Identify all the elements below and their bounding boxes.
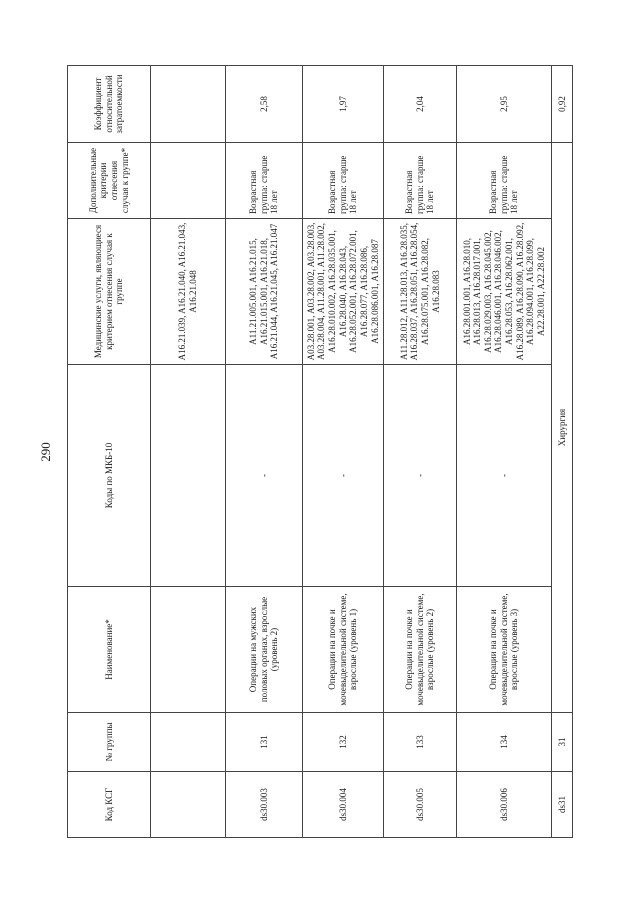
- cell-group-no: 131: [226, 713, 303, 772]
- table-row: [303, 66, 384, 838]
- cell-name: [151, 587, 226, 713]
- section-group-no: 31: [552, 713, 573, 772]
- cell-name: Операции на почке и мочевыделительной системе, взрослые (уровень 3): [457, 587, 552, 713]
- header-coef: Коэффициент относительной затратоемкости: [68, 66, 151, 143]
- cell-mkb: -: [303, 365, 384, 587]
- cell-coef: [151, 66, 226, 143]
- cell-extra: Возрастная группа: старше 18 лет: [384, 143, 457, 219]
- cell-services: A11.28.012, A11.28.013, A16.28.035, A16.28.037, A16.28.051, A16.28.054, A16.28.075.001, A16.28.082, A16.28.083: [384, 219, 457, 365]
- ksg-table: [67, 65, 573, 838]
- cell-name: Операции на мужских половых органах, взрослые (уровень 2): [226, 587, 303, 713]
- cell-mkb: -: [384, 365, 457, 587]
- section-code: ds31: [552, 772, 573, 838]
- cell-coef: 1,97: [303, 66, 384, 143]
- cell-coef: 2,58: [226, 66, 303, 143]
- rotated-table-container: [67, 66, 567, 838]
- table-row: [384, 66, 457, 838]
- section-coef: 0,92: [552, 66, 573, 143]
- cell-services: A16.21.039, A16.21.040, A16.21.043, A16.21.048: [151, 219, 226, 365]
- header-mkb: Коды по МКБ-10: [68, 365, 151, 587]
- header-services: Медицинские услуги, являющиеся критерием отнесения случая к группе: [68, 219, 151, 365]
- table-row: [226, 66, 303, 838]
- cell-code: ds30.003: [226, 772, 303, 838]
- table-row: [457, 66, 552, 838]
- table-row: [151, 66, 226, 838]
- cell-name: Операции на почке и мочевыделительной системе, взрослые (уровень 1): [303, 587, 384, 713]
- section-row: [552, 66, 573, 838]
- cell-mkb: -: [457, 365, 552, 587]
- cell-extra: [151, 143, 226, 219]
- cell-services: A11.21.005.001, A16.21.015, A16.21.015.001, A16.21.018, A16.21.044, A16.21.045, A16.21.047: [226, 219, 303, 365]
- cell-extra: Возрастная группа: старше 18 лет: [457, 143, 552, 219]
- header-code: Код КСГ: [68, 772, 151, 838]
- section-title: Хирургия: [552, 143, 573, 713]
- header-group-no: № группы: [68, 713, 151, 772]
- cell-coef: 2,04: [384, 66, 457, 143]
- cell-group-no: [151, 713, 226, 772]
- cell-services: A03.28.001, A03.28.002, A03.28.003, A03.28.004, A11.28.001, A11.28.002, A16.28.010.002, A16.28.035.001, A16.28.040, A16.28.043, A16.28.052.001, A16.28.072.001, A16.28.077, A16.28.086, A16.28.086.001, A16.28.087: [303, 219, 384, 365]
- page-number: 290: [38, 442, 53, 462]
- cell-mkb: [151, 365, 226, 587]
- cell-extra: Возрастная группа: старше 18 лет: [303, 143, 384, 219]
- header-name: Наименование*: [68, 587, 151, 713]
- cell-code: [151, 772, 226, 838]
- cell-group-no: 133: [384, 713, 457, 772]
- cell-services: A16.28.001.001, A16.28.010, A16.28.013, A16.28.017.001, A16.28.029.003, A16.28.045.002, A16.28.046.001, A16.28.046.002, A16.28.053, A16.28.062.001, A16.28.089, A16.28.090, A16.28.092, A16.28.094.001, A16.28.099, A22.28.001, A22.28.002: [457, 219, 552, 365]
- cell-mkb: -: [226, 365, 303, 587]
- header-extra: Дополнительные критерии отнесения случая к группе*: [68, 143, 151, 219]
- cell-name: Операции на почке и мочевыделительной системе, взрослые (уровень 2): [384, 587, 457, 713]
- cell-code: ds30.004: [303, 772, 384, 838]
- cell-code: ds30.005: [384, 772, 457, 838]
- cell-group-no: 132: [303, 713, 384, 772]
- cell-group-no: 134: [457, 713, 552, 772]
- cell-code: ds30.006: [457, 772, 552, 838]
- table-header-row: [68, 66, 151, 838]
- cell-coef: 2,95: [457, 66, 552, 143]
- cell-extra: Возрастная группа: старше 18 лет: [226, 143, 303, 219]
